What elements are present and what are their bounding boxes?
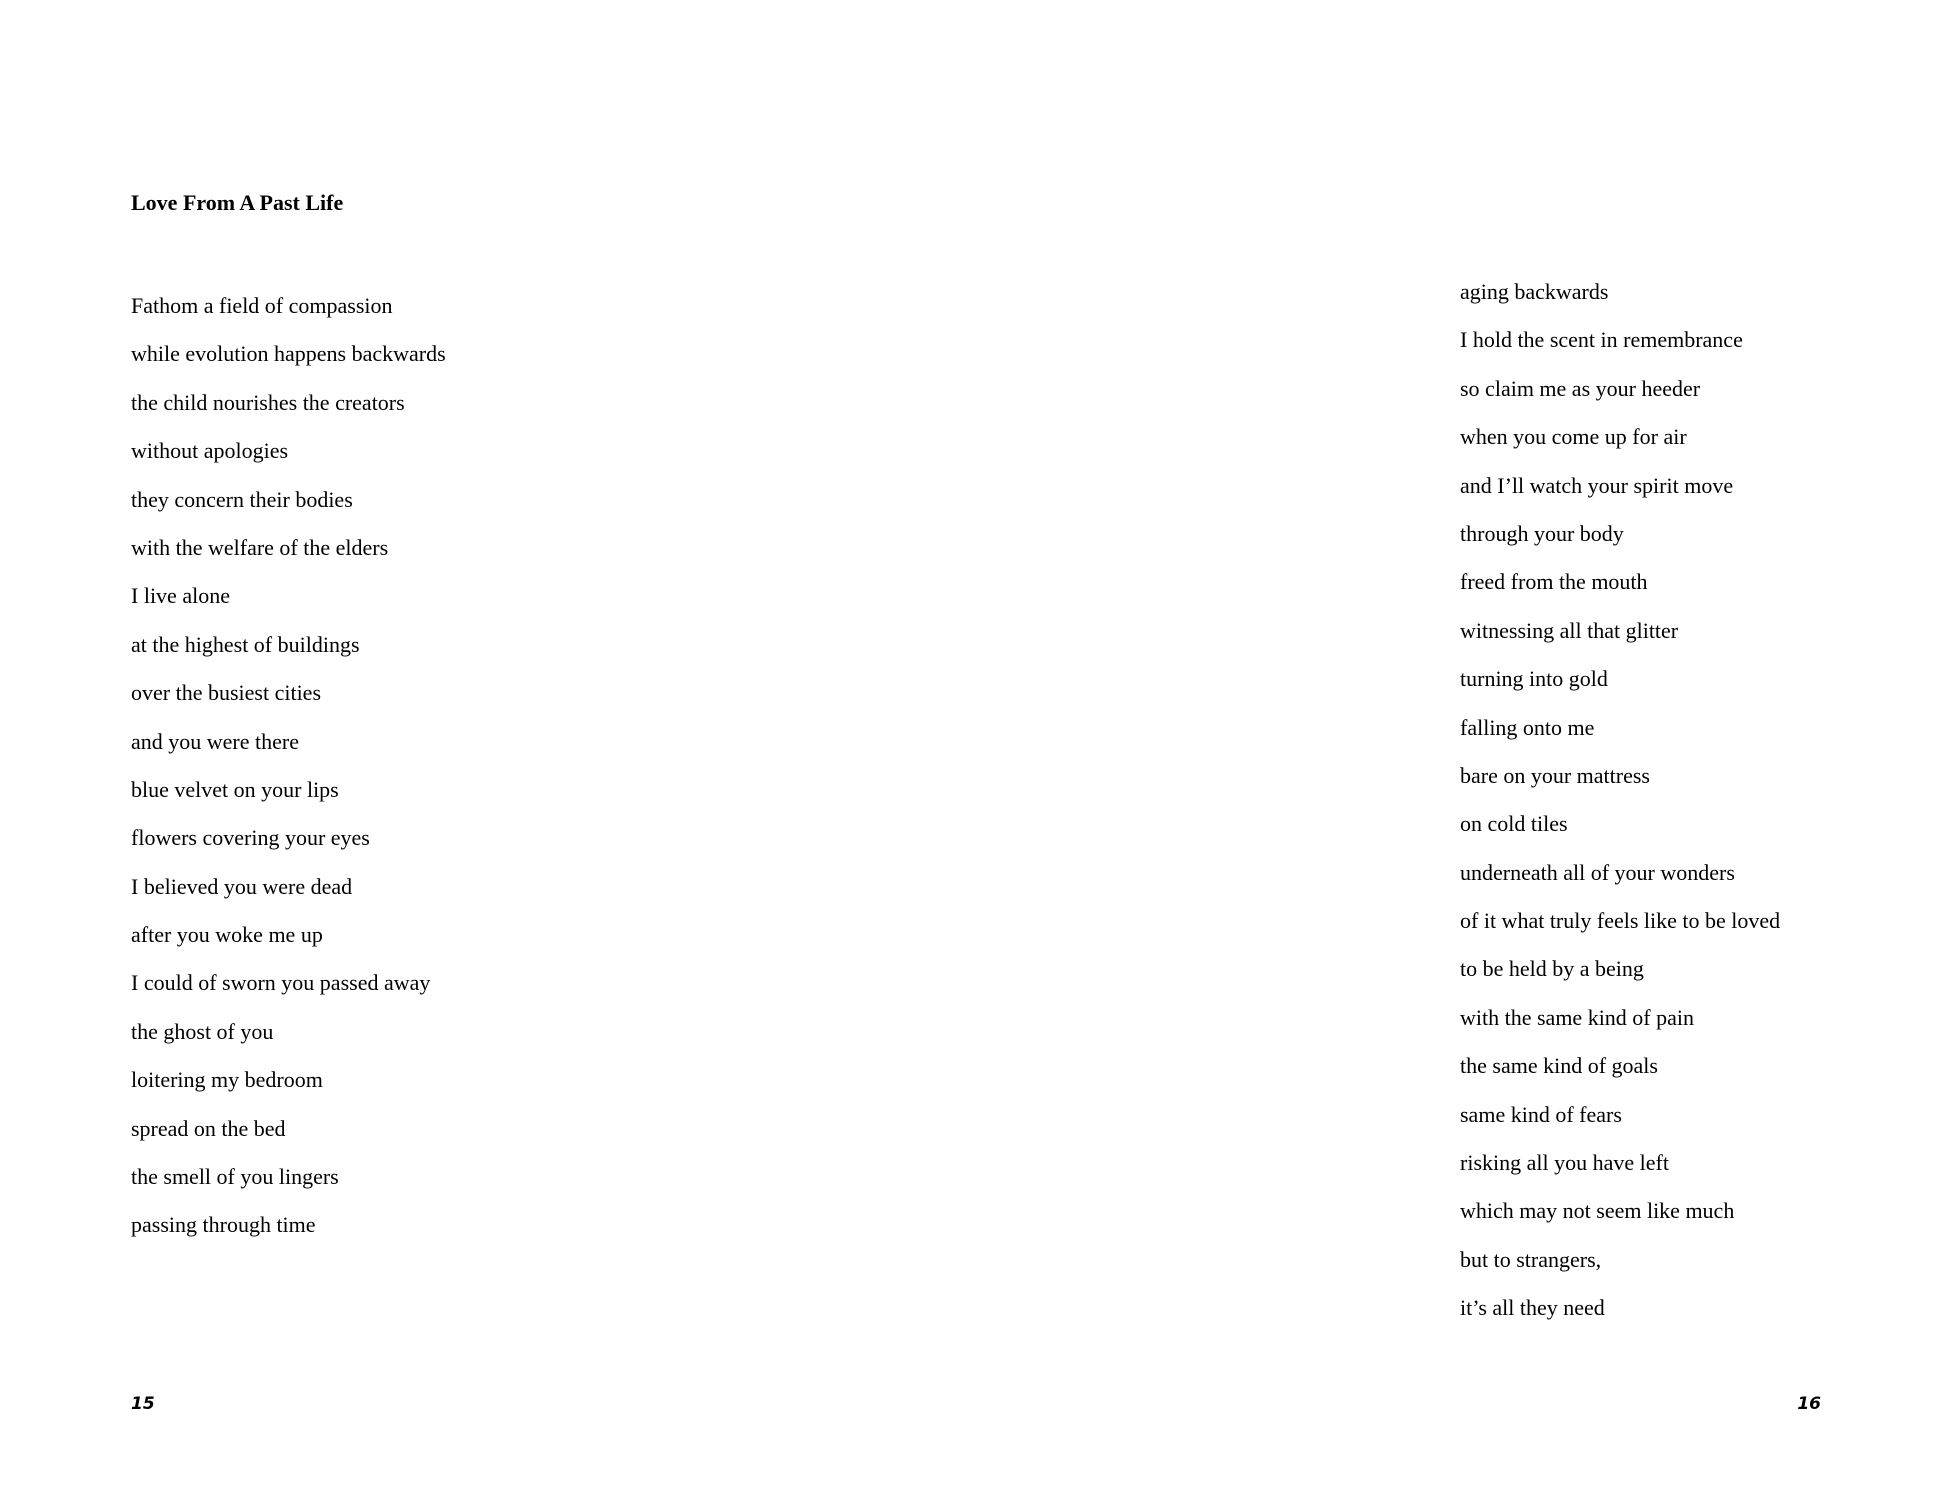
poem-line: the ghost of you [131, 1018, 274, 1044]
poem-line: turning into gold [1460, 666, 1608, 692]
poem-line: after you woke me up [131, 922, 323, 948]
right-page [967, 0, 1934, 1495]
poem-line: I hold the scent in remembrance [1460, 327, 1743, 353]
poem-line: and you were there [131, 728, 299, 754]
poem-line: spread on the bed [131, 1115, 286, 1141]
poem-line: while evolution happens backwards [131, 341, 446, 367]
right-page-poem-lines [1460, 276, 1780, 1341]
poem-line: passing through time [131, 1212, 316, 1238]
poem-line: blue velvet on your lips [131, 776, 339, 802]
poem-line: same kind of fears [1460, 1101, 1622, 1127]
poem-line: over the busiest cities [131, 680, 322, 706]
poem-line: when you come up for air [1460, 424, 1687, 450]
poem-line: without apologies [131, 438, 289, 464]
poem-line: with the same kind of pain [1460, 1004, 1695, 1030]
poem-line: flowers covering your eyes [131, 825, 370, 851]
page-number-left: 15 [131, 1394, 155, 1414]
poem-line: but to strangers, [1460, 1246, 1602, 1272]
poem-line: with the welfare of the elders [131, 534, 389, 560]
poem-line: falling onto me [1460, 714, 1595, 740]
poem-line: I live alone [131, 583, 230, 609]
page-number-right: 16 [1797, 1394, 1821, 1414]
poem-line: through your body [1460, 520, 1624, 546]
poem-line: of it what truly feels like to be loved [1460, 908, 1781, 934]
poem-line: loitering my bedroom [131, 1067, 323, 1093]
poem-line: freed from the mouth [1460, 569, 1648, 595]
poem-line: bare on your mattress [1460, 762, 1650, 788]
poem-line: witnessing all that glitter [1460, 617, 1679, 643]
left-page-poem-lines [131, 290, 446, 1258]
poem-line: it’s all they need [1460, 1295, 1605, 1321]
poem-line: I could of sworn you passed away [131, 970, 431, 996]
poem-line: so claim me as your heeder [1460, 375, 1701, 401]
poem-line: I believed you were dead [131, 873, 353, 899]
poem-line: the child nourishes the creators [131, 389, 405, 415]
poem-line: the smell of you lingers [131, 1164, 339, 1190]
poem-line: aging backwards [1460, 279, 1609, 304]
poem-line: the same kind of goals [1460, 1053, 1658, 1079]
poem-line: on cold tiles [1460, 811, 1568, 837]
poem-line: risking all you have left [1460, 1150, 1669, 1176]
poem-title: Love From A Past Life [131, 190, 344, 215]
poem-line: at the highest of buildings [131, 631, 360, 657]
poem-line: underneath all of your wonders [1460, 859, 1735, 885]
poem-line: to be held by a being [1460, 956, 1644, 982]
poem-line: and I’ll watch your spirit move [1460, 472, 1734, 498]
poem-line: Fathom a field of compassion [131, 293, 393, 318]
poem-line: they concern their bodies [131, 486, 353, 512]
poem-line: which may not seem like much [1460, 1198, 1735, 1224]
